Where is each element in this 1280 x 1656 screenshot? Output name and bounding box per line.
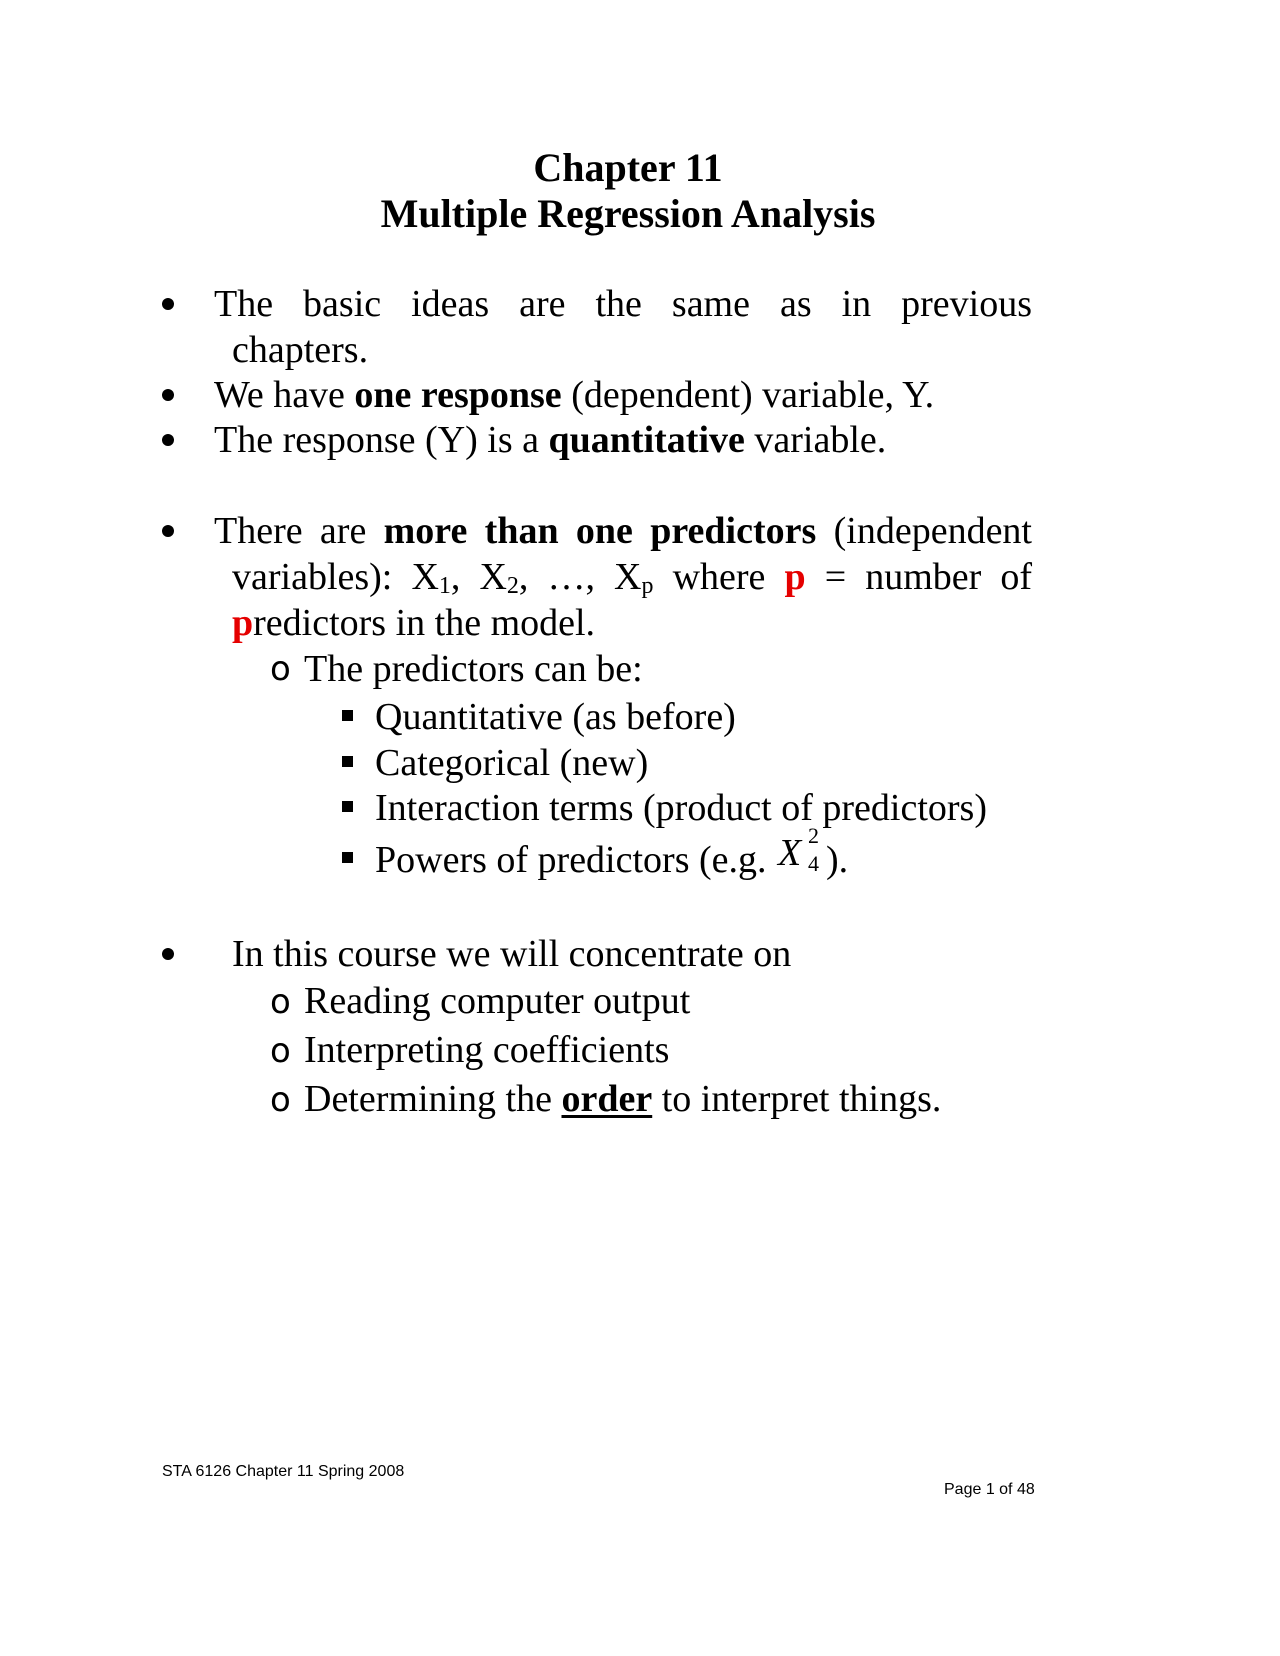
bullet-dot: [162, 434, 174, 446]
bullet-2-text: We have: [214, 374, 345, 416]
word: previous: [901, 283, 1032, 325]
powers-text: ).: [826, 839, 849, 881]
word: in: [841, 283, 872, 325]
bullet-4-line-3: [232, 600, 595, 646]
bullet-1-line-2: chapters.: [232, 329, 369, 371]
word: the: [595, 283, 642, 325]
math-expression: X 2 4: [778, 823, 820, 876]
sub-bullet-marker: o: [270, 649, 291, 689]
word: The: [214, 283, 274, 325]
sub-bullet-text-part: to interpret things.: [661, 1078, 942, 1120]
sub-bullet-marker: o: [270, 1031, 291, 1071]
predictor-type-item: Quantitative (as before): [375, 696, 736, 738]
sub-bullet-text: [304, 1076, 941, 1122]
chapter-title: Chapter 11: [533, 145, 723, 190]
bullet-2-text: (dependent) variable, Y.: [571, 374, 935, 416]
sub-bullet-text-part: Determining the: [304, 1078, 552, 1120]
predictor-type-item: Categorical (new): [375, 742, 649, 784]
bullet-4-text: (independent: [833, 510, 1032, 552]
bullet-2-emphasis: one response: [354, 374, 562, 416]
word: are: [519, 283, 566, 325]
word: where: [672, 556, 766, 598]
bullet-5: In this course we will concentrate on: [232, 933, 792, 975]
bullet-4-line-2: [232, 554, 1032, 600]
bullet-3-text: variable.: [754, 419, 887, 461]
word: same: [671, 283, 750, 325]
bullet-dot: [162, 525, 174, 537]
sub-bullet-marker: o: [270, 1080, 291, 1120]
predictor-type-item: [375, 823, 849, 883]
sub-bullet-text: The predictors can be:: [304, 648, 643, 690]
bullet-dot: [162, 298, 174, 310]
square-bullet: [342, 852, 353, 863]
predictor-list: variables): $X_1$, $X_2$, …, $X_p$: [232, 556, 654, 599]
footer-page-number: Page 1 of 48: [944, 1481, 1035, 1498]
sub-bullet-marker: o: [270, 982, 291, 1022]
square-bullet: [342, 710, 353, 721]
bullet-dot: [162, 389, 174, 401]
emphasis-order: order: [561, 1078, 653, 1120]
chapter-subtitle: Multiple Regression Analysis: [380, 191, 876, 236]
powers-text: Powers of predictors (e.g.: [375, 839, 767, 881]
word: as: [779, 283, 812, 325]
predictor-type-item: Interaction terms (product of predictors): [375, 787, 987, 829]
highlight-p: p: [232, 602, 254, 644]
bullet-4-text: redictors in the model.: [253, 602, 596, 644]
highlight-p: p: [784, 556, 806, 598]
bullet-4-emphasis: more than one predictors: [383, 510, 817, 552]
bullet-1-line-1: [214, 281, 1032, 327]
word: = number of: [824, 556, 1033, 598]
word: basic: [303, 283, 382, 325]
bullet-4-line-1: [214, 508, 1032, 554]
bullet-3: [214, 417, 886, 463]
square-bullet: [342, 801, 353, 812]
bullet-3-text: The response (Y) is a: [214, 419, 540, 461]
square-bullet: [342, 756, 353, 767]
sub-bullet-text: Reading computer output: [304, 980, 691, 1022]
bullet-4-text: There are: [214, 510, 367, 552]
bullet-2: [214, 372, 934, 418]
word: ideas: [411, 283, 490, 325]
footer-course: STA 6126 Chapter 11 Spring 2008: [162, 1463, 405, 1480]
bullet-dot: [162, 948, 174, 960]
bullet-3-emphasis: quantitative: [548, 419, 745, 461]
sub-bullet-text: Interpreting coefficients: [304, 1029, 670, 1071]
